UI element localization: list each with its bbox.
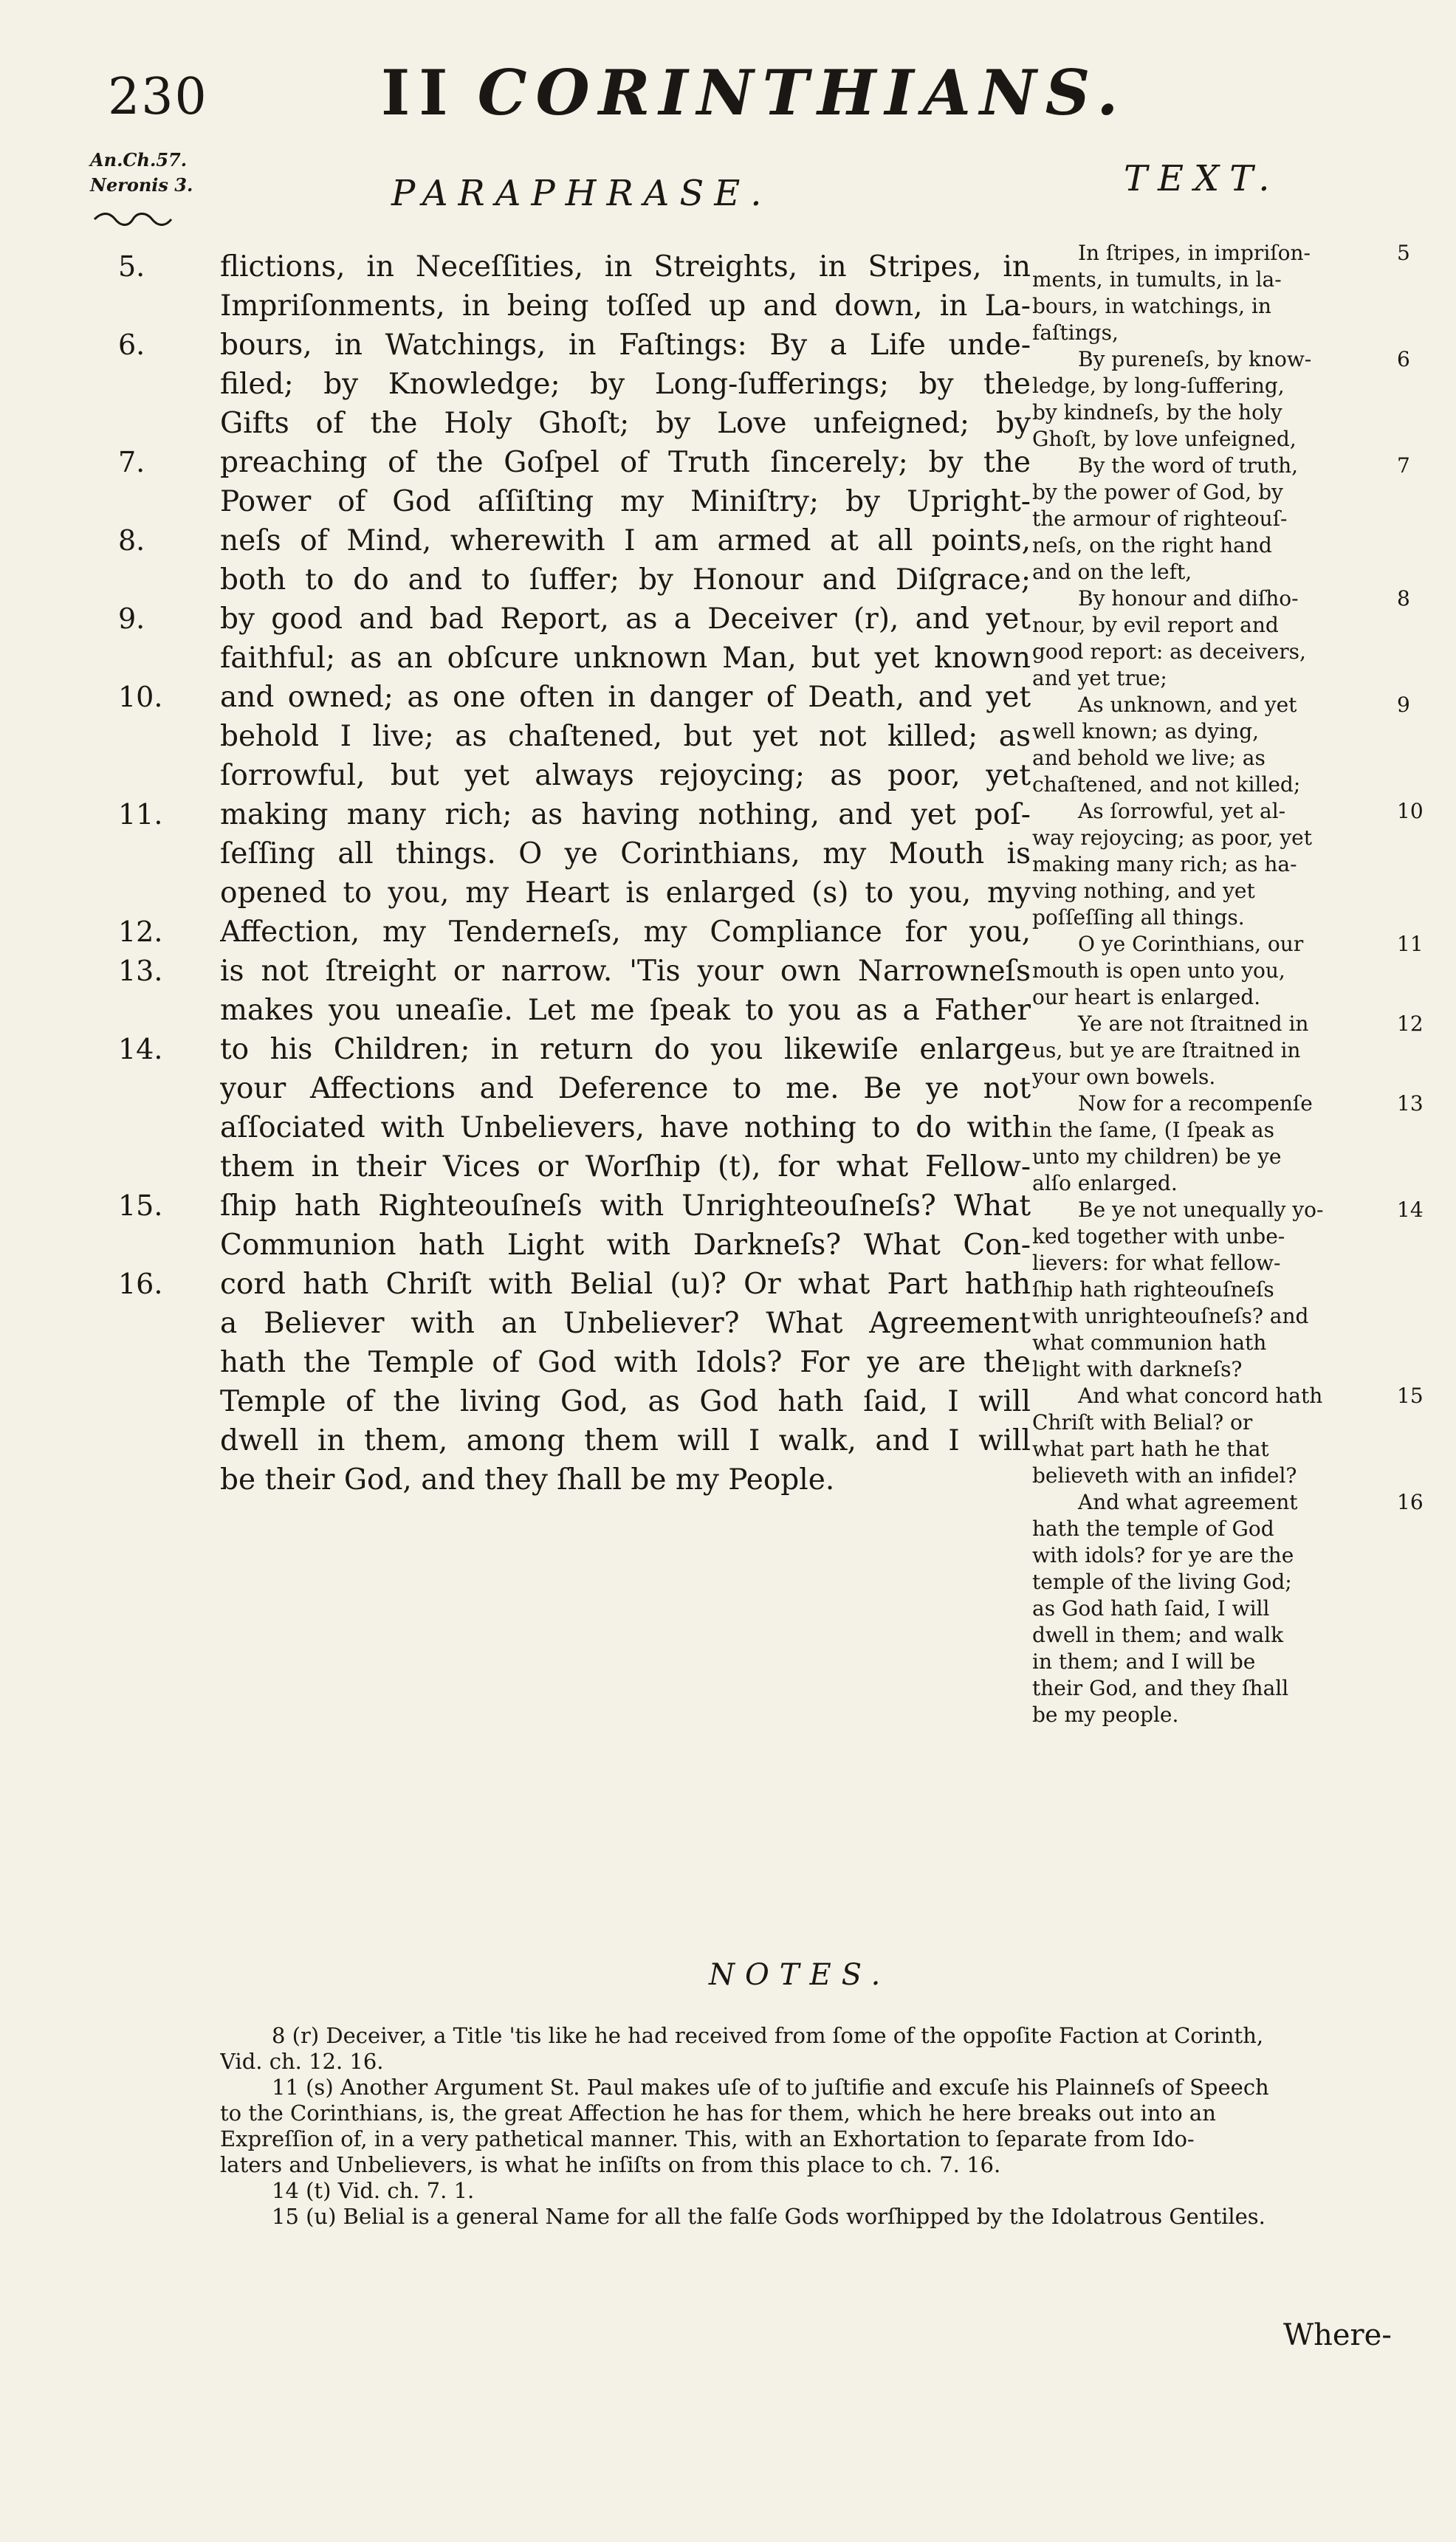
margin-reign: Neronis 3. [90,174,193,196]
paraphrase-line: aſſociated with Unbelievers, have nothing to do with [220,1111,1031,1144]
text-verse-number: 5 [1397,241,1410,265]
note-line: 8 (r) Deceiver, a Title 'tis like he had received from ſome of the oppoſite Faction at Corinth, [272,2023,1264,2048]
margin-year: An.Ch.57. [90,149,188,171]
text-line: way rejoycing; as poor, yet [1032,825,1312,850]
paraphrase-line: Temple of the living God, as God hath ſaid, I will [220,1385,1031,1418]
paraphrase-line: neſs of Mind, wherewith I am armed at all points, [220,524,1031,557]
text-line: Ghoſt, by love unfeigned, [1032,427,1297,451]
paraphrase-line: be their God, and they ſhall be my People. [220,1463,835,1497]
paraphrase-line: flictions, in Neceſſities, in Streights, in Stripes, in [220,250,1031,284]
text-line: nour, by evil report and [1032,613,1279,637]
text-line: As unknown, and yet [1078,693,1297,717]
paraphrase-heading: PARAPHRASE. [391,173,772,214]
text-line: ledge, by long-ſuffering, [1032,374,1285,398]
text-line: your own bowels. [1032,1065,1216,1089]
paraphrase-line: preaching of the Goſpel of Truth ſincerely; by the [220,446,1031,479]
paraphrase-line: Power of God aſſiſting my Miniſtry; by Upright- [220,485,1031,518]
text-line: And what agreement [1078,1490,1298,1514]
paraphrase-line: your Affections and Deference to me. Be ye not [220,1072,1031,1105]
text-line: good report: as deceivers, [1032,639,1306,664]
text-line: alſo enlarged. [1032,1171,1178,1195]
paraphrase-line: them in their Vices or Worſhip (t), for what Fellow- [220,1150,1031,1184]
text-line: As ſorrowful, yet al- [1078,799,1286,823]
text-line: well known; as dying, [1032,719,1260,743]
paraphrase-verse-number: 7. [118,446,145,478]
catchword: Where- [1283,2318,1392,2352]
text-line: with unrighteouſneſs? and [1032,1304,1309,1328]
paraphrase-body [220,247,1031,1500]
text-line: the armour of righteouſ- [1032,506,1288,531]
text-verse-number: 11 [1397,932,1424,956]
text-line: Chriſt with Belial? or [1032,1410,1253,1435]
note-line: Vid. ch. 12. 16. [220,2049,384,2074]
text-line: By the word of truth, [1078,453,1299,478]
text-line: and behold we live; as [1032,746,1266,770]
text-line: in the ſame, (I ſpeak as [1032,1118,1274,1142]
notes-heading: NOTES. [709,1958,891,1992]
text-verse-number: 8 [1397,586,1410,611]
paraphrase-line: faithful; as an obſcure unknown Man, but yet known [220,642,1031,675]
text-line: O ye Corinthians, our [1078,932,1304,956]
paraphrase-line: to his Children; in return do you likewiſe enlarge [220,1033,1031,1066]
note-line: 15 (u) Belial is a general Name for all the falſe Gods worſhipped by the Idolatrous Gentiles. [272,2204,1266,2229]
flourish-icon [93,210,173,228]
text-line: mouth is open unto you, [1032,958,1285,983]
text-line: hath the temple of God [1032,1516,1274,1541]
text-line: By honour and diſho- [1078,586,1299,611]
text-line: be my people. [1032,1703,1179,1727]
text-verse-number: 10 [1397,799,1424,823]
paraphrase-line: Affection, my Tenderneſs, my Compliance for you, [220,916,1031,949]
paraphrase-line: dwell in them, among them will I walk, and I will [220,1424,1031,1457]
text-line: our heart is enlarged. [1032,985,1261,1009]
paraphrase-line: ſhip hath Righteouſneſs with Unrighteouſneſs? What [220,1189,1031,1223]
text-line: by kindneſs, by the holy [1032,400,1282,425]
note-line: to the Corinthians, is, the great Affection he has for them, which he here breaks out into an [220,2100,1216,2126]
text-verse-number: 7 [1397,453,1410,478]
text-line: ked together with unbe- [1032,1224,1285,1248]
paraphrase-line: making many rich; as having nothing, and yet poſ- [220,798,1031,831]
note-line: Expreſſion of, in a very pathetical manner. This, with an Exhortation to ſeparate from Ido- [220,2126,1195,2151]
text-line: unto my children) be ye [1032,1144,1282,1169]
note-line: 14 (t) Vid. ch. 7. 1. [272,2178,475,2203]
paraphrase-line: and owned; as one often in danger of Death, and yet [220,681,1031,714]
text-line: as God hath ſaid, I will [1032,1596,1270,1621]
text-line: and on the left, [1032,560,1192,584]
paraphrase-line: cord hath Chriſt with Belial (u)? Or what Part hath [220,1268,1031,1301]
paraphrase-line: bours, in Watchings, in Faſtings: By a Life unde- [220,329,1031,362]
text-line: us, but ye are ſtraitned in [1032,1038,1301,1062]
note-line: 11 (s) Another Argument St. Paul makes uſe of to juſtifie and excuſe his Plainneſs of Speech [272,2075,1269,2100]
text-line: believeth with an infidel? [1032,1463,1297,1488]
margin-date [90,148,193,198]
paraphrase-line: hath the Temple of God with Idols? For ye are the [220,1346,1031,1379]
paraphrase-verse-number: 10. [118,681,163,713]
page-number: 230 [108,68,208,126]
text-line: temple of the living God; [1032,1570,1292,1594]
paraphrase-line: behold I live; as chaſtened, but yet not killed; as [220,720,1031,753]
paraphrase-verse-number: 14. [118,1033,163,1065]
text-line: in them; and I will be [1032,1649,1256,1674]
text-line: In ſtripes, in impriſon- [1078,241,1311,265]
paraphrase-line: Communion hath Light with Darkneſs? What Con- [220,1229,1031,1262]
paraphrase-verse-number: 16. [118,1268,163,1300]
paraphrase-verse-number: 13. [118,955,163,987]
text-line: ſhip hath righteouſneſs [1032,1277,1274,1302]
text-line: light with darkneſs? [1032,1357,1243,1381]
text-line: Ye are not ſtraitned in [1078,1011,1309,1036]
text-line: Be ye not unequally yo- [1078,1198,1324,1222]
text-line: Now for a recompenſe [1078,1091,1313,1116]
notes-body [220,2023,1401,2230]
text-line: faſtings, [1032,320,1119,345]
paraphrase-line: is not ſtreight or narrow. 'Tis your own Narrowneſs [220,955,1031,988]
text-verse-number: 13 [1397,1091,1424,1116]
paraphrase-verse-number: 9. [118,602,145,635]
running-title [381,56,1127,129]
paraphrase-line: filed; by Knowledge; by Long-ſufferings; by the [220,368,1031,401]
text-line: by the power of God, by [1032,480,1283,504]
text-verse-number: 15 [1397,1384,1424,1408]
text-line: what part hath he that [1032,1437,1269,1461]
text-verse-number: 9 [1397,693,1410,717]
paraphrase-line: ſorrowful, but yet always rejoycing; as poor, yet [220,759,1031,792]
paraphrase-verse-number: 8. [118,524,145,557]
text-line: And what concord hath [1078,1384,1323,1408]
paraphrase-line: opened to you, my Heart is enlarged (s) to you, my [220,876,1031,910]
paraphrase-line: Gifts of the Holy Ghoſt; by Love unfeigned; by [220,407,1031,440]
text-line: ments, in tumults, in la- [1032,267,1282,292]
text-verse-number: 16 [1397,1490,1424,1514]
text-line: chaſtened, and not killed; [1032,772,1301,797]
text-line: their God, and they ſhall [1032,1676,1289,1700]
text-line: poſſeſſing all things. [1032,905,1245,930]
title-prefix: II [381,56,457,129]
paraphrase-line: a Believer with an Unbeliever? What Agreement [220,1307,1031,1340]
text-line: and yet true; [1032,666,1167,690]
paraphrase-line: ſeſſing all things. O ye Corinthians, my Mouth is [220,837,1031,870]
paraphrase-line: makes you uneaſie. Let me ſpeak to you as a Father [220,994,1031,1027]
paraphrase-line: Impriſonments, in being toſſed up and down, in La- [220,289,1031,323]
text-verse-number: 14 [1397,1198,1424,1222]
text-line: By pureneſs, by know- [1078,347,1312,371]
text-line: what communion hath [1032,1330,1267,1355]
text-line: lievers: for what fellow- [1032,1251,1281,1275]
paraphrase-verse-number: 11. [118,798,163,831]
text-line: neſs, on the right hand [1032,533,1272,557]
paraphrase-verse-number: 5. [118,250,145,283]
text-line: dwell in them; and walk [1032,1623,1284,1647]
paraphrase-verse-number: 12. [118,916,163,948]
note-line: laters and Unbelievers, is what he inſiſts on from this place to ch. 7. 16. [220,2152,1001,2177]
text-line: with idols? for ye are the [1032,1543,1294,1567]
text-heading: TEXT. [1124,158,1280,199]
text-line: making many rich; as ha- [1032,852,1297,876]
ornament-flourish [93,204,173,233]
paraphrase-verse-number: 6. [118,329,145,361]
text-line: ving nothing, and yet [1032,879,1255,903]
title-text: CORINTHIANS. [477,56,1127,129]
text-line: bours, in watchings, in [1032,294,1271,318]
text-verse-number: 6 [1397,347,1410,371]
paraphrase-verse-number: 15. [118,1189,163,1222]
paraphrase-line: by good and bad Report, as a Deceiver (r), and yet [220,602,1031,636]
text-body [1032,240,1390,1728]
text-verse-number: 12 [1397,1011,1424,1036]
paraphrase-line: both to do and to ſuffer; by Honour and Diſgrace; [220,563,1031,597]
